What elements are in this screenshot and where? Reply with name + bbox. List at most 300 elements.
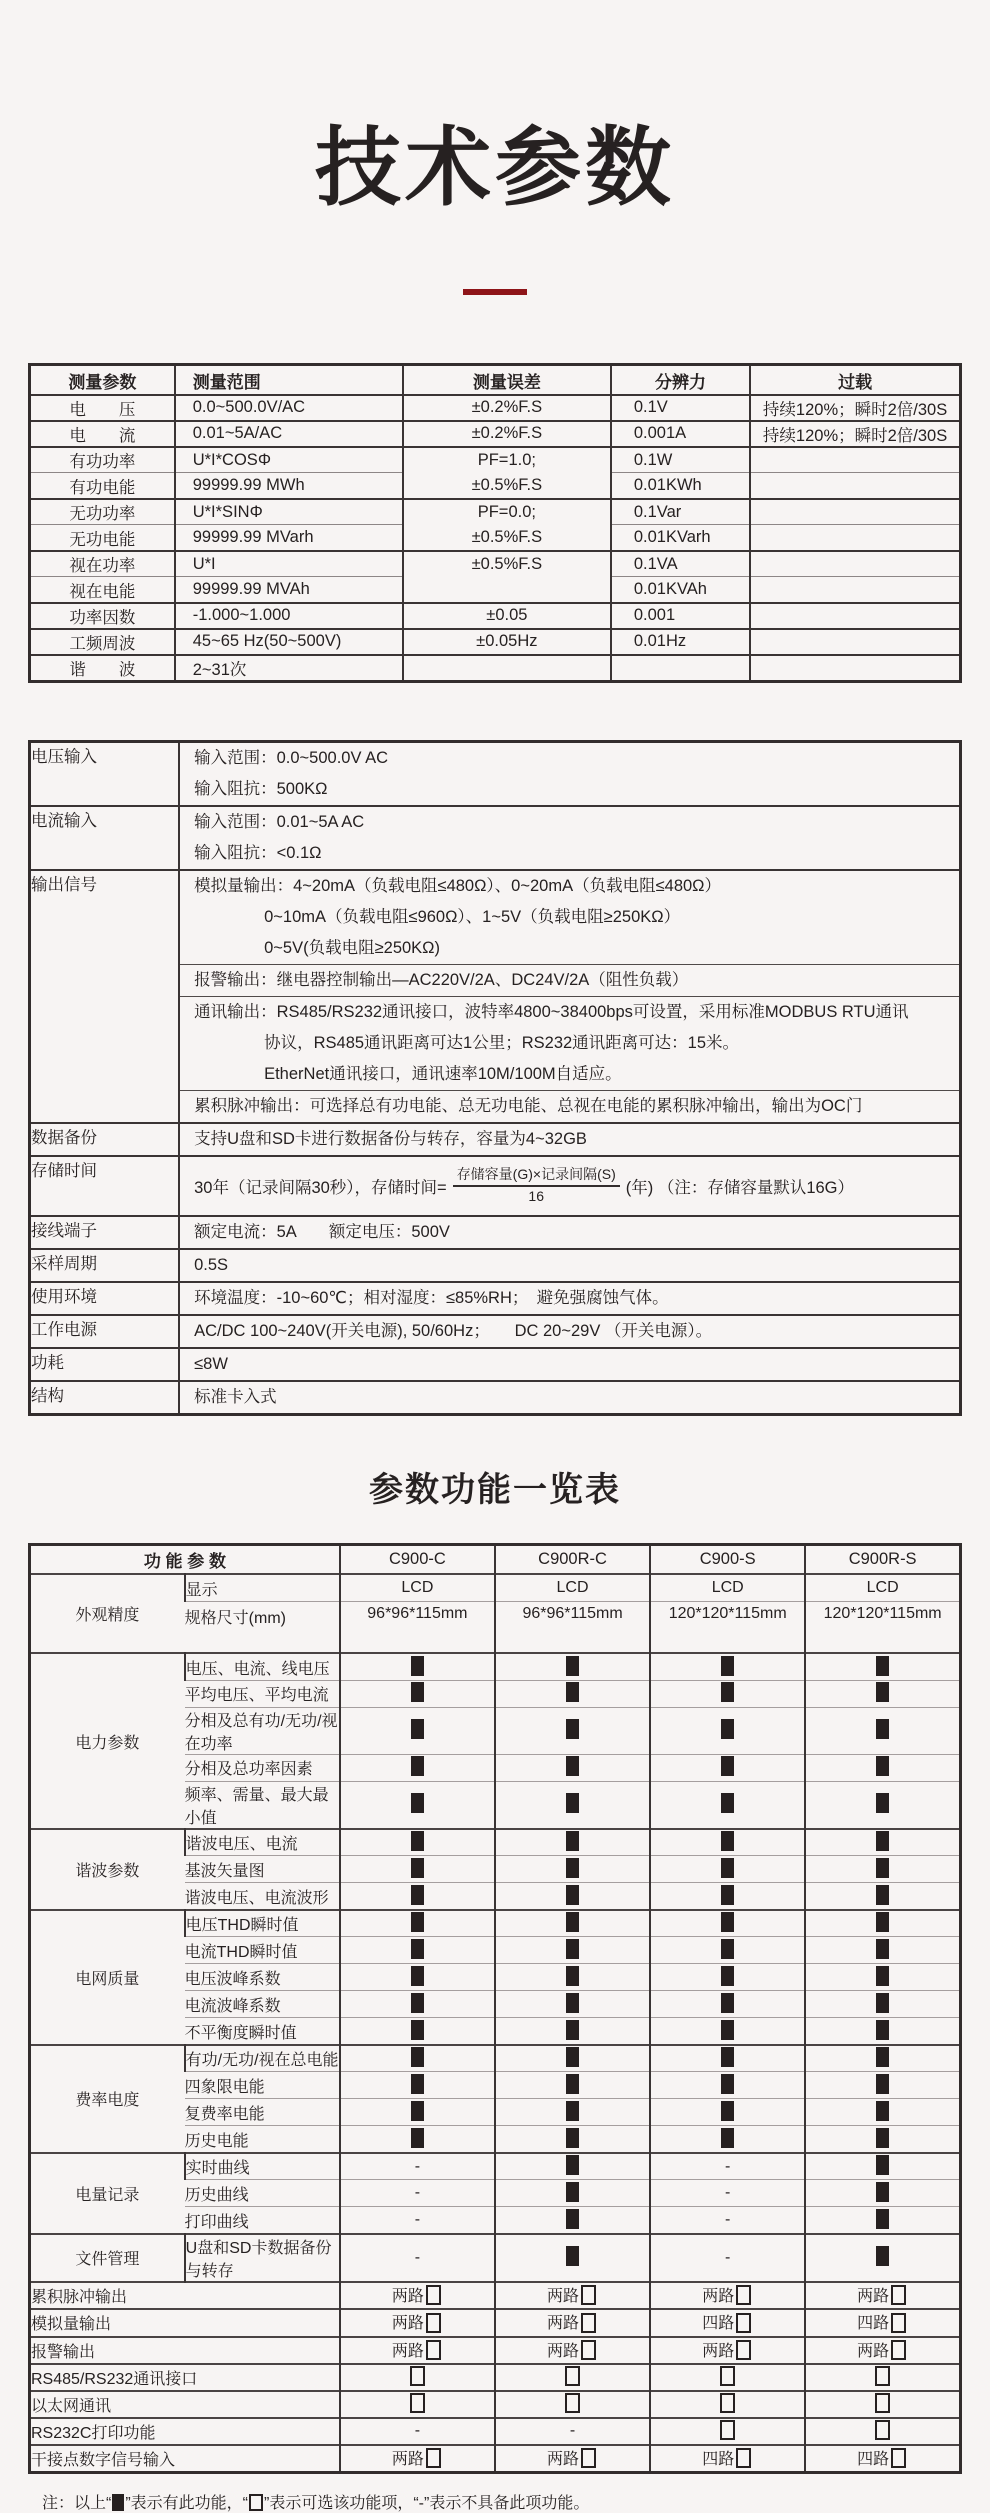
feature-value: -	[650, 2153, 805, 2180]
feature-value	[805, 2018, 960, 2045]
group-label: 电力参数	[75, 1734, 140, 1752]
feature-value	[805, 1856, 960, 1883]
row-label: 使用环境	[30, 1282, 180, 1315]
feature-value	[805, 2364, 960, 2391]
row-label: RS485/RS232通讯接口	[31, 2370, 198, 2388]
feature-label: 不平衡度瞬时值	[184, 2024, 297, 2042]
table-cell: ±0.2%F.S	[403, 421, 611, 447]
empty-square-icon	[410, 2366, 425, 2386]
feature-value	[650, 2045, 805, 2072]
feature-value	[495, 2153, 650, 2180]
table-row	[30, 551, 961, 577]
row-content	[179, 806, 960, 870]
filled-square-icon	[721, 1939, 734, 1959]
filled-square-icon	[566, 2128, 579, 2148]
content-block	[180, 871, 959, 964]
feature-value: -	[650, 2234, 805, 2282]
table-row	[30, 421, 961, 447]
content-line: 输入阻抗：500KΩ	[194, 779, 328, 798]
feature-value	[495, 1964, 650, 1991]
table-cell: 电 流	[69, 426, 136, 445]
feature-value	[340, 2391, 495, 2418]
feature-value	[495, 2234, 650, 2282]
feature-value	[650, 1707, 805, 1754]
filled-square-icon	[411, 1793, 424, 1813]
feature-value	[650, 1829, 805, 1856]
feature-label: 打印曲线	[184, 2213, 249, 2231]
feature-value	[805, 2180, 960, 2207]
filled-square-icon	[411, 1656, 424, 1676]
feature-value	[340, 1883, 495, 1910]
feature-value	[495, 1937, 650, 1964]
filled-square-icon	[566, 2101, 579, 2121]
feature-label: 四象限电能	[184, 2078, 265, 2096]
filled-square-icon	[566, 1885, 579, 1905]
empty-square-icon	[720, 2420, 735, 2440]
filled-square-icon	[876, 1656, 889, 1676]
group-label: 电量记录	[75, 2186, 140, 2204]
empty-square-icon	[581, 2340, 596, 2360]
table-row	[30, 655, 961, 682]
feature-label: 实时曲线	[185, 2153, 340, 2180]
content-block	[180, 964, 959, 996]
model-column-header: C900-C	[340, 1544, 495, 1574]
model-column-header: C900R-S	[805, 1544, 960, 1574]
table-cell: 工频周波	[69, 634, 136, 653]
filled-square-icon	[721, 1719, 734, 1739]
filled-square-icon	[876, 2209, 889, 2229]
table-cell: 有功电能	[69, 478, 136, 497]
spec-table	[28, 740, 962, 1416]
feature-value	[805, 2153, 960, 2180]
filled-square-icon	[566, 1682, 579, 1702]
row-label: 报警输出	[31, 2343, 96, 2361]
feature-value	[650, 2391, 805, 2418]
empty-square-icon	[875, 2366, 890, 2386]
feature-value: 120*120*115mm	[650, 1601, 805, 1653]
feature-value	[650, 2072, 805, 2099]
filled-square-icon	[721, 2047, 734, 2067]
measurement-table-head	[30, 365, 961, 395]
feature-value	[805, 1883, 960, 1910]
table-cell: 持续120%；瞬时2倍/30S	[750, 421, 960, 447]
filled-square-icon	[876, 1831, 889, 1851]
feature-value	[495, 2391, 650, 2418]
table-header-row	[30, 365, 961, 395]
group-label: 谐波参数	[75, 1862, 140, 1880]
feature-value	[805, 1991, 960, 2018]
empty-square-icon	[891, 2340, 906, 2360]
filled-square-icon	[721, 1912, 734, 1932]
feature-value	[495, 1754, 650, 1781]
filled-square-icon	[566, 2074, 579, 2094]
feature-params-header: 功 能 参 数	[143, 1552, 226, 1572]
feature-value	[495, 2018, 650, 2045]
feature-label: 电压波峰系数	[184, 1970, 281, 1988]
empty-square-icon	[581, 2285, 596, 2305]
feature-value	[650, 1964, 805, 1991]
table-row	[30, 1123, 961, 1156]
row-content	[179, 1123, 960, 1156]
content-line: 0~10mA（负载电阻≤960Ω）、1~5V（负载电阻≥250KΩ）	[264, 907, 681, 926]
filled-square-icon	[411, 2020, 424, 2040]
table-cell	[750, 629, 960, 655]
row-label: 接线端子	[30, 1216, 180, 1249]
feature-label: 电流THD瞬时值	[184, 1943, 298, 1961]
feature-value: 两路	[805, 2282, 960, 2309]
empty-square-icon	[875, 2393, 890, 2413]
spec-table-body	[30, 741, 961, 1414]
feature-label: 分相及总有功/无功/视在功率	[184, 1712, 338, 1753]
table-row	[30, 447, 961, 473]
feature-table-body	[30, 1574, 961, 2472]
empty-square-icon	[249, 2494, 263, 2511]
filled-square-icon	[411, 1682, 424, 1702]
group-label: 电网质量	[75, 1970, 140, 1988]
table-row	[30, 2445, 961, 2473]
feature-value	[340, 1829, 495, 1856]
content-line: 环境温度：-10~60℃；相对湿度：≤85%RH； 避免强腐蚀气体。	[194, 1288, 669, 1307]
feature-value	[340, 1937, 495, 1964]
feature-value	[805, 1680, 960, 1707]
empty-square-icon	[426, 2448, 441, 2468]
feature-value	[340, 2364, 495, 2391]
content-line: 额定电流：5A 额定电压：500V	[194, 1222, 450, 1241]
feature-value	[805, 2072, 960, 2099]
row-content	[179, 1381, 960, 1415]
feature-value	[340, 1856, 495, 1883]
feature-value	[650, 2126, 805, 2153]
row-content	[179, 1249, 960, 1282]
feature-value	[650, 2418, 805, 2445]
feature-value	[805, 2234, 960, 2282]
table-cell: 无功电能	[69, 530, 136, 549]
table-cell	[750, 473, 960, 499]
feature-value: 两路	[650, 2282, 805, 2309]
filled-square-icon	[566, 1993, 579, 2013]
feature-label: 显示	[185, 1574, 340, 1601]
content-line: 协议，RS485通讯距离可达1公里；RS232通讯距离可达：15米。	[264, 1033, 740, 1052]
row-label: 功耗	[30, 1348, 180, 1381]
feature-value	[650, 2364, 805, 2391]
row-label: 结构	[30, 1381, 180, 1415]
feature-value: 两路	[495, 2282, 650, 2309]
filled-square-icon	[411, 1831, 424, 1851]
feature-value: 两路	[495, 2309, 650, 2336]
filled-square-icon	[876, 1912, 889, 1932]
feature-value	[340, 1707, 495, 1754]
numerator: 存储容量(G)×记录间隔(S)	[453, 1166, 620, 1187]
filled-square-icon	[721, 1656, 734, 1676]
table-row	[30, 1249, 961, 1282]
table-row	[30, 1348, 961, 1381]
table-cell: 0.01KVarh	[611, 525, 750, 551]
table-cell: 0.1VA	[611, 551, 750, 577]
empty-square-icon	[426, 2340, 441, 2360]
table-cell: 视在电能	[69, 582, 136, 601]
feature-value	[805, 1910, 960, 1937]
filled-square-icon	[411, 1966, 424, 1986]
table-cell: 0.01KVAh	[611, 577, 750, 603]
feature-value: 两路	[340, 2309, 495, 2336]
content-line: 0.5S	[194, 1255, 229, 1274]
row-content	[179, 1216, 960, 1249]
model-column-header: C900R-C	[495, 1544, 650, 1574]
table-cell: 0.1Var	[611, 499, 750, 525]
column-header: 测量参数	[68, 372, 137, 392]
feature-value: -	[650, 2180, 805, 2207]
filled-square-icon	[566, 2155, 579, 2175]
row-label: 电压输入	[30, 741, 180, 806]
content-line: EtherNet通讯接口，通讯速率10M/100M自适应。	[264, 1064, 622, 1083]
empty-square-icon	[891, 2285, 906, 2305]
table-gap	[28, 683, 962, 740]
filled-square-icon	[721, 1793, 734, 1813]
content-block	[180, 1217, 959, 1248]
row-content	[179, 870, 960, 1123]
filled-square-icon	[411, 1719, 424, 1739]
feature-value: 两路	[340, 2445, 495, 2473]
feature-value	[805, 2126, 960, 2153]
filled-square-icon	[566, 2020, 579, 2040]
table-row	[30, 1216, 961, 1249]
denominator: 16	[528, 1187, 544, 1204]
table-cell: 99999.99 MVAh	[175, 577, 403, 603]
row-content	[179, 1282, 960, 1315]
table-row	[30, 2309, 961, 2336]
feature-value	[805, 2045, 960, 2072]
table-row	[30, 1282, 961, 1315]
table-cell: 有功功率	[69, 453, 136, 472]
table-cell: 0.001A	[611, 421, 750, 447]
table-cell: 0.1V	[611, 395, 750, 421]
content-line: 报警输出：继电器控制输出—AC220V/2A、DC24V/2A（阻性负载）	[194, 970, 689, 989]
feature-label: 历史曲线	[184, 2186, 249, 2204]
feature-value	[495, 2207, 650, 2234]
feature-value	[650, 1991, 805, 2018]
filled-square-icon	[876, 2020, 889, 2040]
column-header: 过载	[750, 365, 960, 395]
row-label: 以太网通讯	[31, 2397, 112, 2415]
table-row	[30, 870, 961, 1123]
filled-square-icon	[411, 2047, 424, 2067]
table-row	[30, 2282, 961, 2309]
page-title: 技术参数	[315, 120, 675, 216]
feature-value	[805, 1653, 960, 1680]
feature-value: 两路	[340, 2282, 495, 2309]
table-cell: 0.001	[611, 603, 750, 629]
empty-square-icon	[426, 2285, 441, 2305]
feature-value	[495, 2180, 650, 2207]
feature-value	[495, 2045, 650, 2072]
feature-value	[340, 1781, 495, 1829]
feature-value	[495, 1883, 650, 1910]
feature-value	[495, 1910, 650, 1937]
empty-square-icon	[720, 2393, 735, 2413]
filled-square-icon	[566, 2246, 579, 2266]
formula-pre: 30年（记录间隔30秒），存储时间=	[194, 1178, 447, 1197]
row-content	[179, 1348, 960, 1381]
filled-square-icon	[566, 2047, 579, 2067]
filled-square-icon	[876, 2128, 889, 2148]
filled-square-icon	[112, 2494, 124, 2511]
filled-square-icon	[721, 1966, 734, 1986]
table-cell: 无功功率	[69, 505, 136, 524]
feature-value	[495, 2099, 650, 2126]
cell-line	[404, 577, 610, 602]
table-cell	[403, 655, 611, 682]
table-cell: 持续120%；瞬时2倍/30S	[750, 395, 960, 421]
feature-value	[495, 1829, 650, 1856]
table-cell: U*I	[175, 551, 403, 577]
table-row	[30, 2045, 961, 2072]
content-block	[180, 807, 959, 869]
table-cell: 0.1W	[611, 447, 750, 473]
feature-label: 平均电压、平均电流	[184, 1687, 329, 1705]
filled-square-icon	[566, 1966, 579, 1986]
feature-value: -	[340, 2180, 495, 2207]
empty-square-icon	[736, 2313, 751, 2333]
model-column-header: C900-S	[650, 1544, 805, 1574]
feature-value	[650, 1754, 805, 1781]
feature-value	[805, 2418, 960, 2445]
table-cell: 谐 波	[69, 660, 136, 679]
empty-square-icon	[891, 2448, 906, 2468]
cell-line: PF=1.0;	[477, 450, 536, 469]
table-cell: 功率因数	[69, 608, 136, 627]
filled-square-icon	[566, 1656, 579, 1676]
filled-square-icon	[411, 1939, 424, 1959]
feature-table	[28, 1543, 962, 2474]
row-content	[179, 1315, 960, 1348]
table-cell: 视在功率	[69, 557, 136, 576]
content-line: 输入范围：0.0~500.0V AC	[194, 748, 389, 767]
feature-value	[805, 2391, 960, 2418]
feature-value: 96*96*115mm	[340, 1601, 495, 1653]
row-label: 累积脉冲输出	[31, 2289, 128, 2307]
column-header: 分辨力	[611, 365, 750, 395]
empty-square-icon	[565, 2366, 580, 2386]
feature-value	[495, 1707, 650, 1754]
filled-square-icon	[411, 1993, 424, 2013]
feature-value: 96*96*115mm	[495, 1601, 650, 1653]
table-cell: 2~31次	[175, 655, 403, 682]
feature-value: LCD	[495, 1574, 650, 1601]
table-cell	[403, 499, 611, 551]
content-line: 通讯输出：RS485/RS232通讯接口，波特率4800~38400bps可设置，采用标准MODBUS RTU通讯	[194, 1002, 909, 1021]
table-cell	[750, 655, 960, 682]
filled-square-icon	[876, 1793, 889, 1813]
content-block	[180, 1250, 959, 1281]
feature-label: 基波矢量图	[184, 1862, 265, 1880]
empty-square-icon	[736, 2285, 751, 2305]
feature-value	[805, 1754, 960, 1781]
feature-value: 两路	[495, 2445, 650, 2473]
table-row	[30, 741, 961, 806]
feature-value	[805, 1829, 960, 1856]
table-cell: ±0.2%F.S	[403, 395, 611, 421]
feature-value	[340, 2045, 495, 2072]
filled-square-icon	[411, 2074, 424, 2094]
feature-value	[340, 1754, 495, 1781]
content-block	[180, 1316, 959, 1347]
feature-value	[495, 1781, 650, 1829]
table-row	[30, 2364, 961, 2391]
table-row	[30, 2337, 961, 2364]
filled-square-icon	[721, 1756, 734, 1776]
empty-square-icon	[875, 2420, 890, 2440]
empty-square-icon	[891, 2313, 906, 2333]
feature-value	[340, 1991, 495, 2018]
filled-square-icon	[721, 1993, 734, 2013]
table-cell	[750, 551, 960, 577]
filled-square-icon	[721, 1682, 734, 1702]
feature-value	[340, 1653, 495, 1680]
cell-line: ±0.5%F.S	[471, 554, 543, 573]
feature-value: -	[650, 2207, 805, 2234]
filled-square-icon	[876, 2074, 889, 2094]
filled-square-icon	[721, 1885, 734, 1905]
feature-value	[495, 1653, 650, 1680]
empty-square-icon	[581, 2448, 596, 2468]
table-cell: 99999.99 MVarh	[175, 525, 403, 551]
fraction	[453, 1166, 620, 1205]
row-label: 采样周期	[30, 1249, 180, 1282]
feature-value	[805, 2099, 960, 2126]
filled-square-icon	[876, 1858, 889, 1878]
feature-value	[495, 1991, 650, 2018]
column-header: 测量范围	[175, 365, 403, 395]
table-cell	[403, 551, 611, 603]
feature-value	[340, 1964, 495, 1991]
feature-label: 复费率电能	[184, 2105, 265, 2123]
content-line: 输入范围：0.01~5A AC	[194, 812, 365, 831]
content-line: 0~5V(负载电阻≥250KΩ)	[264, 938, 441, 957]
feature-value: -	[495, 2418, 650, 2445]
table-row	[30, 603, 961, 629]
feature-value	[805, 1964, 960, 1991]
empty-square-icon	[736, 2340, 751, 2360]
content-line: 累积脉冲输出：可选择总有功电能、总无功电能、总视在电能的累积脉冲输出，输出为OC门	[194, 1096, 863, 1115]
table-cell	[750, 447, 960, 473]
empty-square-icon	[736, 2448, 751, 2468]
table-row	[30, 395, 961, 421]
table-cell	[750, 525, 960, 551]
filled-square-icon	[411, 1885, 424, 1905]
feature-value	[805, 1781, 960, 1829]
table-cell: 45~65 Hz(50~500V)	[175, 629, 403, 655]
table-row	[30, 1156, 961, 1216]
filled-square-icon	[411, 1756, 424, 1776]
measurement-table	[28, 363, 962, 683]
feature-value: 两路	[650, 2337, 805, 2364]
row-label: 数据备份	[30, 1123, 180, 1156]
table-cell	[403, 447, 611, 499]
table-row	[30, 629, 961, 655]
feature-table-head	[30, 1544, 961, 1574]
feature-value	[650, 1910, 805, 1937]
table-cell	[750, 577, 960, 603]
feature-value	[650, 1781, 805, 1829]
row-content	[179, 1156, 960, 1216]
feature-label: 电流波峰系数	[184, 1997, 281, 2015]
row-content	[179, 741, 960, 806]
row-label: 输出信号	[30, 870, 180, 1123]
feature-label: 历史电能	[184, 2132, 249, 2150]
feature-value: LCD	[340, 1574, 495, 1601]
empty-square-icon	[581, 2313, 596, 2333]
table-row	[30, 1315, 961, 1348]
